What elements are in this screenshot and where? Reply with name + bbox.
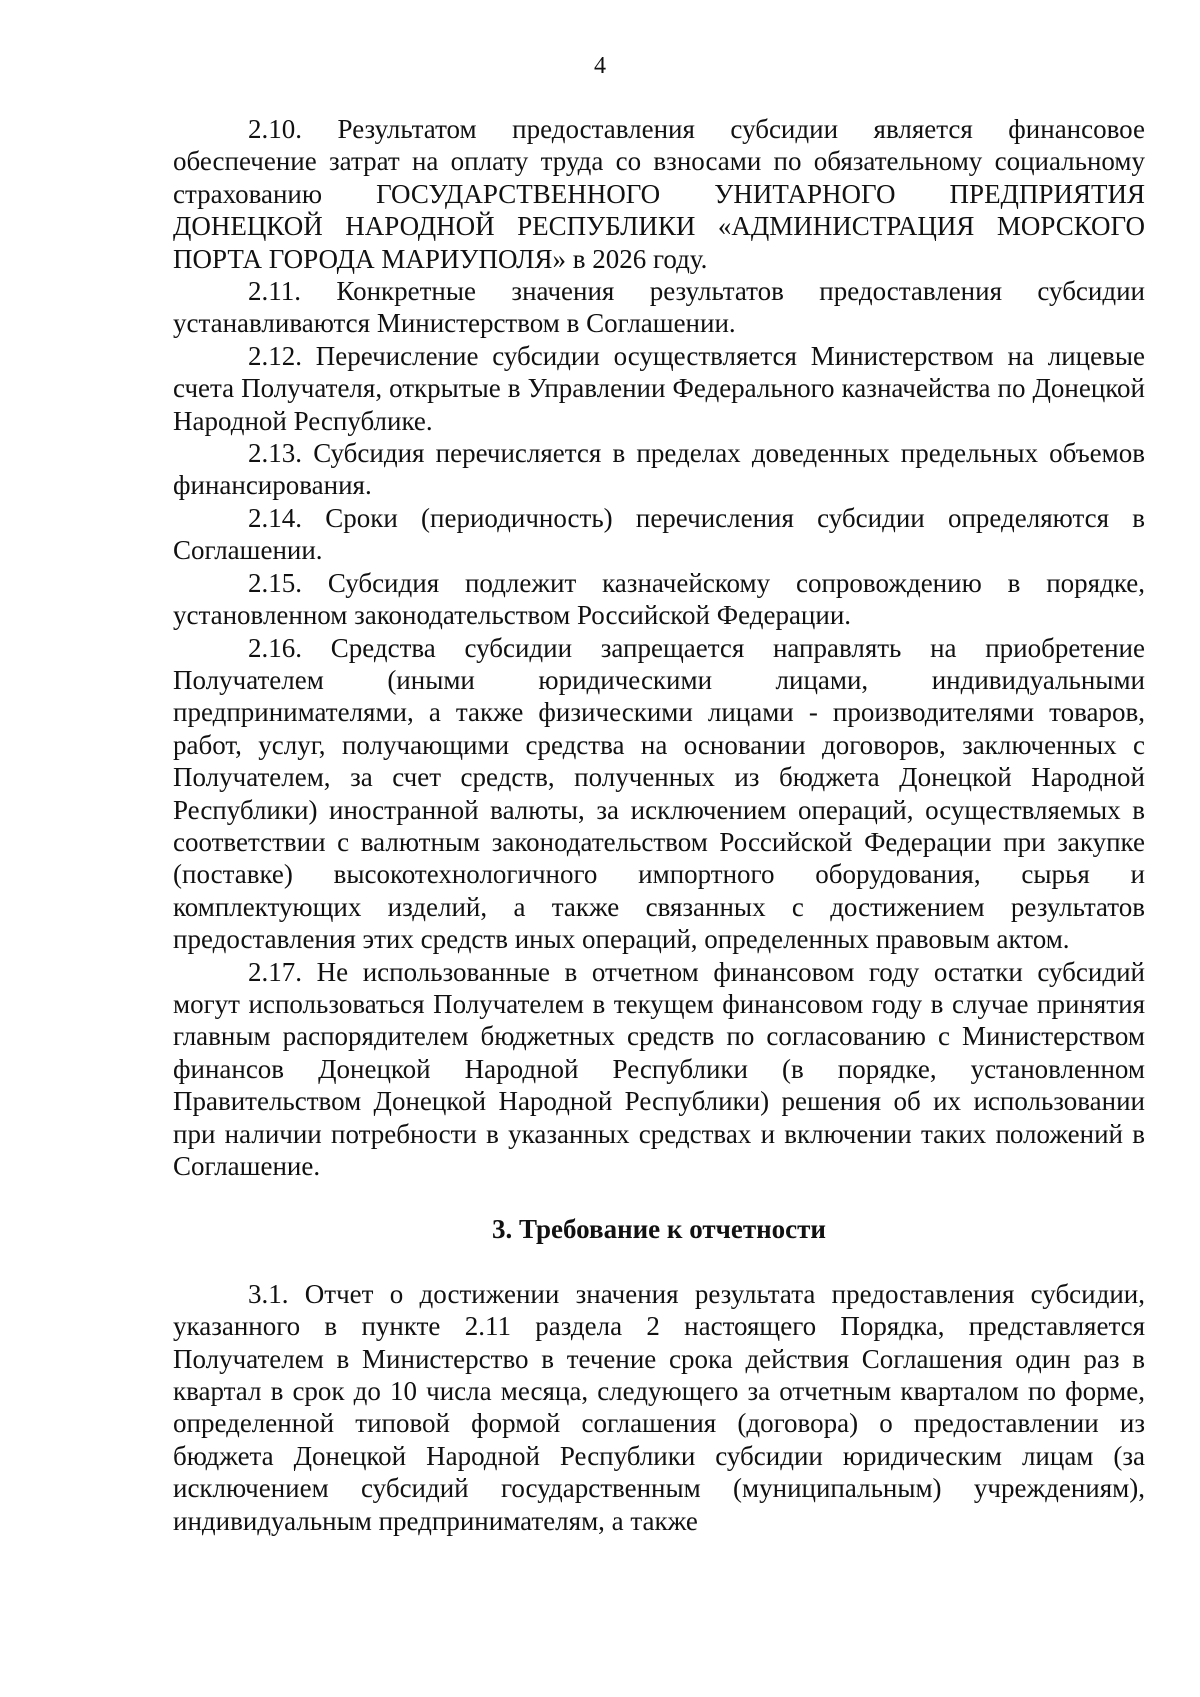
paragraph-2-17: 2.17. Не использованные в отчетном финансовом году остатки субсидий могут использоваться Получателем в текущем финансовом году в случае принятия главным распорядителем бюджетных средств по согласованию с Министерством финансов Донецкой Народной Республики (в порядке, установленном Правительством Донецкой Народной Республики) решения об их использовании при наличии потребности в указанных средствах и включении таких положений в Соглашение. [173,956,1145,1181]
paragraph-2-15: 2.15. Субсидия подлежит казначейскому сопровождению в порядке, установленном законодательством Российской Федерации. [173,567,1145,631]
document-body [173,113,1145,1537]
paragraph-3-1: 3.1. Отчет о достижении значения результата предоставления субсидии, указанного в пункте 2.11 раздела 2 настоящего Порядка, представляется Получателем в Министерство в течение срока действия Соглашения один раз в квартал в срок до 10 числа месяца, следующего за отчетным кварталом по форме, определенной типовой формой соглашения (договора) о предоставлении из бюджета Донецкой Народной Республики субсидии юридическим лицам (за исключением субсидий государственным (муниципальным) учреждениям), индивидуальным предпринимателям, а также [173,1278,1145,1536]
paragraph-2-12: 2.12. Перечисление субсидии осуществляется Министерством на лицевые счета Получателя, открытые в Управлении Федерального казначейства по Донецкой Народной Республике. [173,340,1145,436]
paragraph-2-13: 2.13. Субсидия перечисляется в пределах доведенных предельных объемов финансирования. [173,438,1145,501]
paragraph-2-11: 2.11. Конкретные значения результатов предоставления субсидии устанавливаются Министерством в Соглашении. [173,276,1145,339]
paragraph-2-14: 2.14. Сроки (периодичность) перечисления субсидии определяются в Соглашении. [173,502,1145,566]
paragraph-2-10: 2.10. Результатом предоставления субсидии является финансовое обеспечение затрат на оплату труда со взносами по обязательному социальному страхованию ГОСУДАРСТВЕННОГО УНИТАРНОГО ПРЕДПРИЯТИЯ ДОНЕЦКОЙ НАРОДНОЙ РЕСПУБЛИКИ «АДМИНИСТРАЦИЯ МОРСКОГО ПОРТА ГОРОДА МАРИУПОЛЯ» в 2026 году. [173,114,1145,274]
paragraph-2-16: 2.16. Средства субсидии запрещается направлять на приобретение Получателем (иными юридическими лицами, индивидуальными предпринимателями, а также физическими лицами - производителями товаров, работ, услуг, получающими средства на основании договоров, заключенных с Получателем, за счет средств, полученных из бюджета Донецкой Народной Республики) иностранной валюты, за исключением операций, осуществляемых в соответствии с валютным законодательством Российской Федерации при закупке (поставке) высокотехнологичного импортного оборудования, сырья и комплектующих изделий, а также связанных с достижением результатов предоставления этих средств иных операций, определенных правовым актом. [173,632,1145,955]
section-3-heading: 3. Требование к отчетности [492,1214,826,1245]
page-number: 4 [594,53,606,79]
